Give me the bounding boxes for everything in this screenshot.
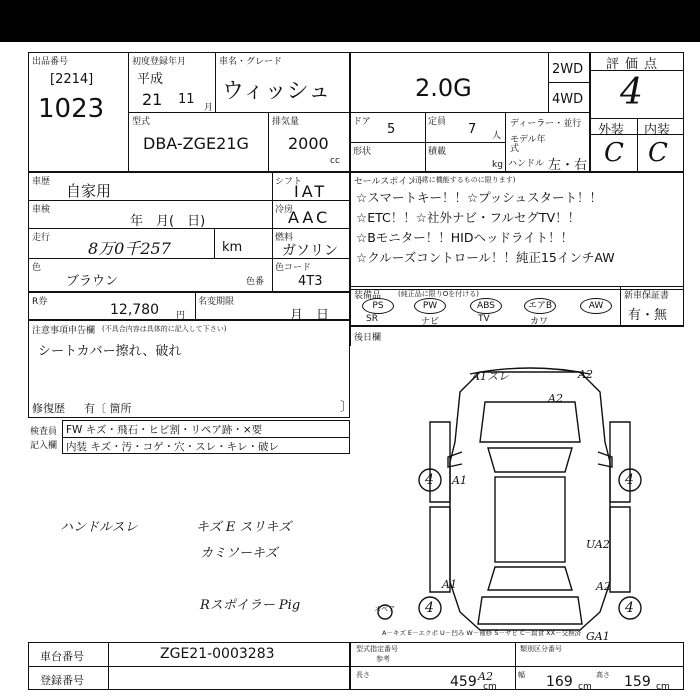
mark-hood: A2 [548,392,563,405]
frame-no-label: 車台番号 [40,650,84,663]
sales-line: ☆ETC！！☆社外ナビ・フルセグTV！！ [356,210,581,225]
shape-label: 形状 [353,147,372,157]
leather-label: カワ [530,317,549,327]
handle-value: 左・右 [548,158,588,173]
capacity-unit: 人 [492,131,502,141]
diagram-legend: A－キズ E－エクボ U－凹み W－補修 S－サビ C－腐食 XX－交換済 [382,629,582,637]
drive-2wd: 2WD [552,62,584,77]
dealer-label: ディーラー・並行 [510,119,582,129]
shift-value: IAT [294,182,328,201]
mark-rear-bumper: A2 [478,670,493,683]
hei-value: 159 [624,674,651,690]
warranty-label: 新車保証書 [624,291,670,301]
car-grade: 2.0G [415,74,472,102]
mileage-value: 8万0千257 [88,239,171,258]
aw-icon: AW [580,298,612,314]
inspector-row1: FW キズ・飛石・ヒビ割・リペア跡・×要 [66,424,263,436]
wid-value: 169 [546,674,573,690]
mark-left-front: A1 [452,474,467,487]
recycle-unit: 円 [176,311,186,321]
airbag-icon: エアB [524,298,556,314]
model-label: 型式 [132,117,151,127]
car-name: ウィッシュ [222,79,331,104]
rear-note-label: 後日欄 [354,333,382,343]
abs-icon: ABS [470,298,502,314]
score-ext-label: 外装 [598,123,625,138]
score-int: C [648,138,668,168]
spare-label: スペア [374,605,395,613]
mark-right-rear: A2 [596,580,611,593]
color-value: ブラウン [66,274,119,289]
capacity-label: 定員 [428,117,447,127]
reg-year: 21 [142,90,163,109]
cert-sub: 類別区分番号 [520,645,562,653]
history-value: 自家用 [66,182,112,200]
cert-ref: 参考 [376,655,390,663]
tv-label: TV [478,314,490,324]
handle-label: ハンドル [508,159,545,169]
wid-unit: cm [578,682,592,692]
handwritten-mid2: カミソーキズ [200,546,278,561]
inspector-row2: 内装 キズ・汚・コゲ・穴・スレ・キレ・破レ [66,441,280,453]
hei-unit: cm [656,682,670,692]
lot-number: 1023 [38,94,105,124]
len-unit: cm [483,682,497,692]
fuel-value: ガソリン [282,243,338,259]
handwritten-left: ハンドルスレ [60,520,138,535]
sales-line: ☆スマートキー！！☆プッシュスタート！！ [356,190,603,205]
wheel-score-fr: 4 [625,472,634,488]
equipment-label: 装備品 [354,291,382,301]
color-code-value: 4T3 [298,274,323,289]
inspection-value: 年 月( 日) [130,214,206,229]
shift-label: シフト [275,177,303,187]
doors-label: ドア [353,117,371,127]
lot-code: [2214] [50,72,94,87]
displacement-value: 2000 [288,134,329,153]
sales-lines [356,188,615,268]
ac-value: AAC [288,208,331,227]
len-value: 459 [450,674,477,690]
history-label: 車歴 [32,177,51,187]
sales-note: (正常に機能するものに限ります) [412,176,516,184]
notes-label: 注意事項申告欄 [32,326,96,336]
score-int-label: 内装 [644,123,671,138]
reg-month-suffix: 月 [204,103,214,113]
sales-line: ☆クルーズコントロール！！純正15インチAW [356,250,615,265]
pw-icon: PW [414,298,446,314]
handwritten-mid1: キズ E スリキズ [196,520,292,535]
color-code-label: 色コード [275,263,312,273]
reg-month: 11 [178,92,195,107]
frame-no-value: ZGE21-0003283 [160,646,275,662]
name-change-label: 名変期限 [198,297,235,307]
inspector-label1: 検査員 [30,427,58,437]
recycle-value: 12,780 [110,302,159,318]
displacement-unit: cc [330,156,340,166]
auction-sheet [0,42,700,700]
notes-value: シートカバー擦れ、破れ [38,344,182,359]
navi-label: ナビ [421,317,440,327]
ps-icon: PS [362,298,394,314]
wid-label: 幅 [518,671,525,679]
inspector-label2: 記入欄 [30,441,58,451]
wheel-score-fl: 4 [425,472,434,488]
lot-label: 出品番号 [32,57,69,67]
mileage-label: 走行 [32,233,51,243]
load-unit: kg [492,160,503,170]
sr-label: SR [366,314,378,324]
load-label: 積載 [428,147,447,157]
score-label: 評価点 [606,57,664,72]
reg-label: 初度登録年月 [132,57,187,67]
repair-label: 修復歴 [32,402,65,415]
len-label: 長さ [356,671,370,679]
inspection-label: 車検 [32,205,51,215]
mark-left-rear: A1 [442,578,457,591]
fuel-label: 燃料 [275,233,294,243]
ac-label: 冷房 [275,205,294,215]
sales-label: セールスポイント [354,177,426,187]
capacity-value: 7 [468,122,477,137]
mileage-unit: km [222,240,243,255]
model-value: DBA-ZGE21G [143,134,249,153]
mark-front-right: A2 [578,368,593,381]
mark-front-left: A1スレ [472,370,509,383]
doors-value: 5 [387,122,396,137]
recycle-label: R券 [32,297,48,307]
displacement-label: 排気量 [272,117,300,127]
handwritten-mid3: Rスポイラー Pig [200,598,301,613]
model-year-label: モデル年式 [510,135,546,154]
color-label: 色 [32,263,42,273]
name-change-value: 月 日 [290,308,330,323]
mark-right-door: UA2 [586,538,610,551]
drive-4wd: 4WD [552,92,584,107]
car-label: 車名・グレード [219,57,283,67]
reg-era: 平成 [137,72,164,87]
wheel-score-rr: 4 [625,600,634,616]
color-no-label: 色番 [246,277,265,287]
registration-label: 登録番号 [40,674,84,687]
warranty-value: 有・無 [628,308,668,323]
repair-bracket-close: 〕 [340,400,354,415]
equipment-note: (純正品に限りOを付ける) [398,290,479,298]
cert-label: 型式指定番号 [356,645,398,653]
score-ext: C [604,138,624,168]
notes-sub: (不具合内容は具体的に記入して下さい) [102,325,227,333]
repair-value: 有〔 箇所 [84,402,132,415]
score-value: 4 [620,72,643,113]
hei-label: 高さ [596,671,610,679]
sales-line: ☆Bモニター！！HIDヘッドライト！！ [356,230,574,245]
mark-right-bumper: GA1 [586,630,610,643]
wheel-score-rl: 4 [425,600,434,616]
